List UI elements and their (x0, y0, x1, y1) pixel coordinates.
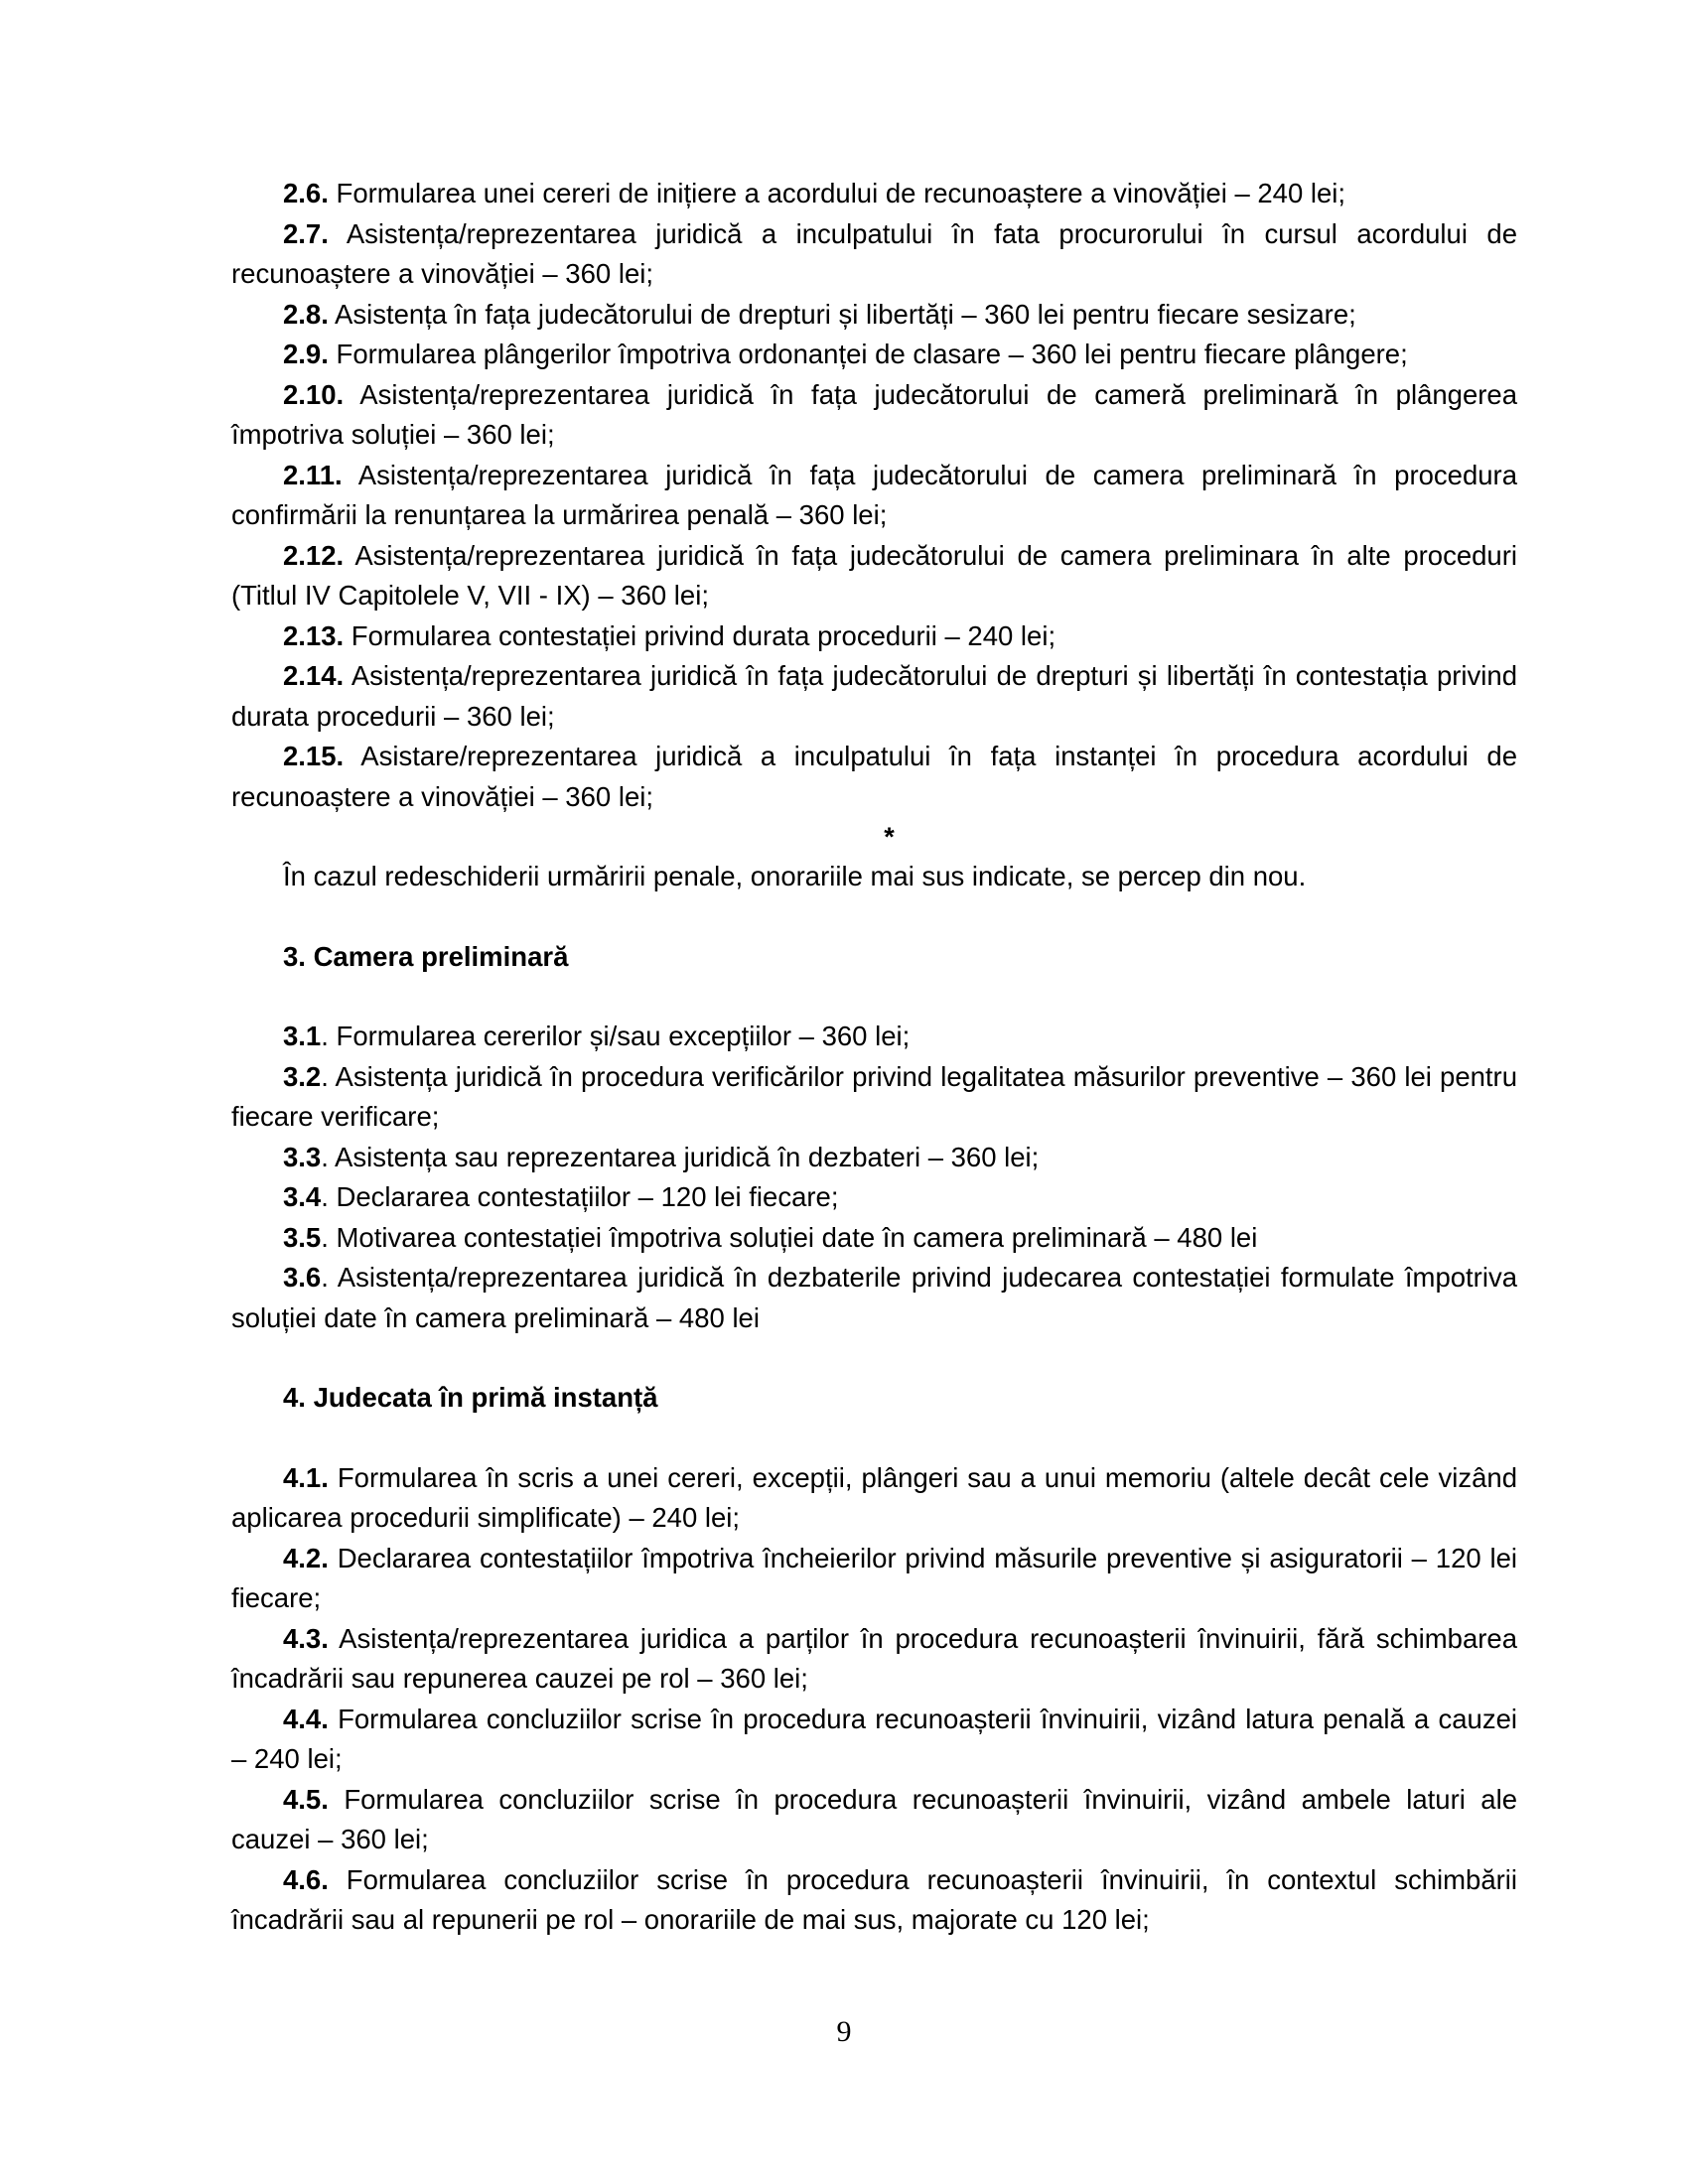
list-item (231, 536, 1517, 616)
item-text: Formularea contestației privind durata procedurii – 240 lei; (344, 619, 1056, 651)
item-text: Asistența/reprezentarea juridică în fața judecătorului de cameră preliminară în plângerea împotriva soluției – 360 lei; (231, 378, 1517, 450)
list-item (231, 1017, 1517, 1057)
item-number: 2.15. (283, 741, 345, 771)
list-item (231, 1177, 1517, 1218)
item-text: . Declararea contestațiilor – 120 lei fiecare; (321, 1181, 839, 1212)
item-text: Formularea concluziilor scrise în procedura recunoașterii învinuirii, în contextul schimbării încadrării sau al repunerii pe rol – onorariile de mai sus, majorate cu 120 lei; (231, 1863, 1517, 1935)
item-number: 3.2 (283, 1060, 322, 1092)
list-item (231, 1258, 1517, 1338)
list-item (231, 174, 1517, 214)
list-item (231, 375, 1517, 456)
item-number: 2.7. (283, 217, 329, 249)
list-item (231, 335, 1517, 375)
item-text: Asistența/reprezentarea juridica a parților în procedura recunoașterii învinuirii, fără schimbarea încadrării sau repunerea cauzei pe rol – 360 lei; (231, 1622, 1517, 1694)
spacer (231, 1419, 1517, 1458)
item-number: 4.2. (283, 1542, 329, 1573)
item-number: 4.1. (283, 1461, 329, 1493)
item-number: 2.6. (283, 178, 329, 208)
item-number: 4.5. (283, 1783, 329, 1815)
item-text: Declararea contestațiilor împotriva încheierilor privind măsurile preventive și asiguratorii – 120 lei fiecare; (231, 1542, 1517, 1613)
page-content (231, 174, 1517, 1941)
item-number: 2.13. (283, 619, 345, 651)
item-text: Asistare/reprezentarea juridică a inculpatului în fața instanței în procedura acordului de recunoaștere a vinovăției – 360 lei; (231, 741, 1517, 812)
item-number: 3.1 (283, 1021, 322, 1051)
list-item (231, 1539, 1517, 1619)
spacer (231, 977, 1517, 1017)
item-number: 2.8. (283, 298, 329, 330)
list-item (231, 616, 1517, 657)
item-text: Asistența în fața judecătorului de drepturi și libertăți – 360 lei pentru fiecare sesizare; (328, 298, 1356, 330)
item-text: Asistența/reprezentarea juridică în fața judecătorului de camera preliminară în procedura confirmării la renunțarea la urmărirea penală – 360 lei; (231, 459, 1517, 530)
item-number: 3.4 (283, 1181, 322, 1212)
item-text: . Formularea cererilor și/sau excepțiilor – 360 lei; (321, 1021, 911, 1051)
list-item (231, 456, 1517, 536)
page-number: 9 (836, 2015, 852, 2048)
item-number: 2.9. (283, 339, 329, 369)
list-item (231, 1458, 1517, 1539)
item-text: Asistența/reprezentarea juridică a inculpatului în fata procurorului în cursul acordului de recunoaștere a vinovăției – 360 lei; (231, 217, 1517, 289)
item-text: . Asistența juridică în procedura verificărilor privind legalitatea măsurilor preventive – 360 lei pentru fiecare verificare; (231, 1060, 1517, 1132)
item-number: 2.10. (283, 378, 345, 410)
item-number: 4.6. (283, 1863, 329, 1895)
section-heading: 3. Camera preliminară (283, 940, 569, 972)
list-item (231, 1138, 1517, 1178)
list-item (231, 214, 1517, 295)
item-number: 3.5 (283, 1221, 322, 1253)
item-number: 4.3. (283, 1622, 329, 1654)
item-number: 4.4. (283, 1703, 329, 1734)
item-text: Asistența/reprezentarea juridică în fața judecătorului de drepturi și libertăți în contestația privind durata procedurii – 360 lei; (231, 660, 1517, 732)
spacer (231, 1338, 1517, 1378)
list-item (231, 295, 1517, 336)
item-number: 2.14. (283, 660, 345, 691)
separator-asterisk: * (884, 822, 895, 852)
item-number: 3.3 (283, 1141, 322, 1172)
item-text: . Asistența/reprezentarea juridică în dezbaterile privind judecarea contestației formulate împotriva soluției date în camera preliminară – 480 lei (231, 1262, 1517, 1333)
item-text: Formularea unei cereri de inițiere a acordului de recunoaștere a vinovăției – 240 lei; (328, 178, 1346, 208)
note-paragraph: În cazul redeschiderii urmăririi penale, onorariile mai sus indicate, se percep din nou. (283, 861, 1307, 891)
list-item (231, 1619, 1517, 1700)
list-item (231, 1057, 1517, 1138)
list-item (231, 1700, 1517, 1780)
section-heading: 4. Judecata în primă instanță (283, 1382, 658, 1413)
item-text: . Asistența sau reprezentarea juridică în dezbateri – 360 lei; (321, 1141, 1040, 1172)
item-text: Formularea concluziilor scrise în procedura recunoașterii învinuirii, vizând latura penală a cauzei – 240 lei; (231, 1703, 1517, 1774)
item-number: 3.6 (283, 1262, 322, 1293)
item-number: 2.12. (283, 539, 345, 571)
item-text: Asistența/reprezentarea juridică în fața judecătorului de camera preliminara în alte proceduri (Titlul IV Capitolele V, VII - IX) – 360 lei; (231, 539, 1517, 611)
list-item (231, 737, 1517, 817)
list-item (231, 656, 1517, 737)
list-item (231, 1860, 1517, 1941)
list-item (231, 1218, 1517, 1259)
item-text: Formularea în scris a unei cereri, excepții, plângeri sau a unui memoriu (altele decât cele vizând aplicarea procedurii simplificate) – 240 lei; (231, 1461, 1517, 1533)
list-item (231, 1780, 1517, 1860)
spacer (231, 897, 1517, 937)
item-text: Formularea plângerilor împotriva ordonanței de clasare – 360 lei pentru fiecare plângere; (328, 339, 1408, 369)
item-text: . Motivarea contestației împotriva soluției date în camera preliminară – 480 lei (321, 1221, 1258, 1253)
item-number: 2.11. (283, 459, 343, 490)
item-text: Formularea concluziilor scrise în procedura recunoașterii învinuirii, vizând ambele laturi ale cauzei – 360 lei; (231, 1783, 1517, 1854)
